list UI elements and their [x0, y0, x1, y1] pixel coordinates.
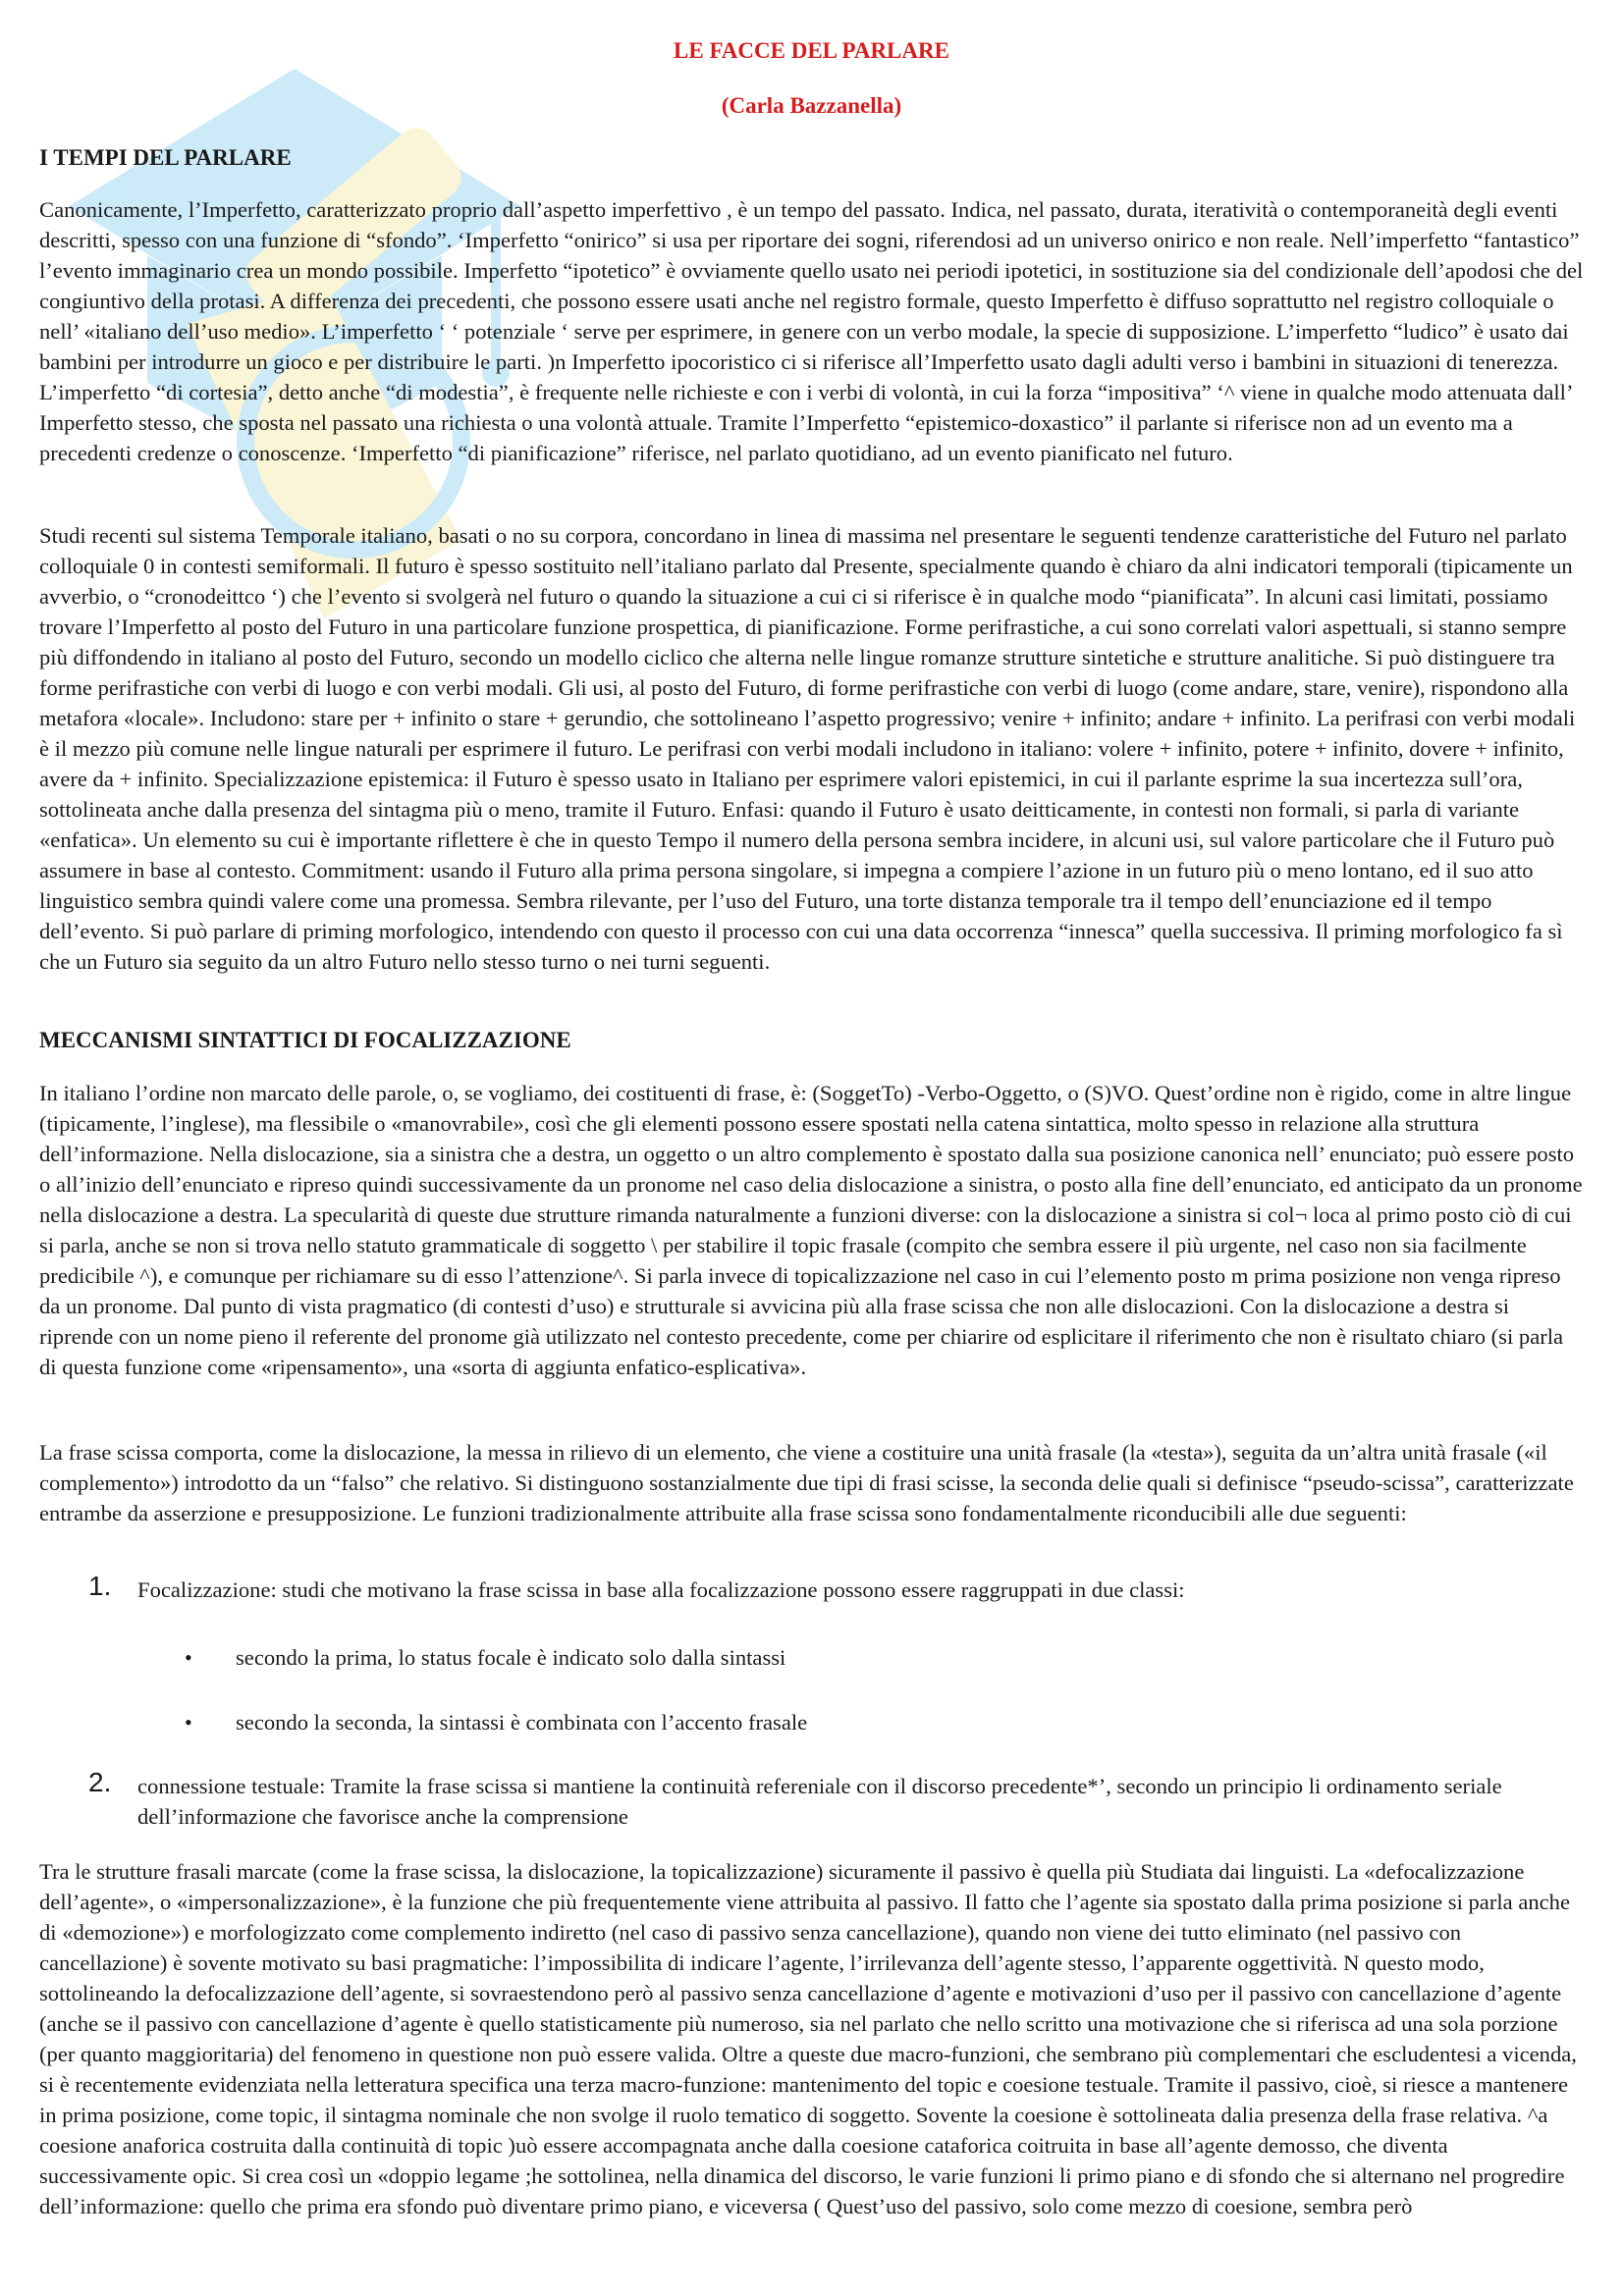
bullet-icon: •	[185, 1710, 192, 1735]
bullet-icon: •	[185, 1645, 192, 1670]
paragraph-passivo: Tra le strutture frasali marcate (come la frase scissa, la dislocazione, la topicalizzazione) sicuramente il passivo è quella più Studiata dai linguisti. La «defocalizzazione dell’agente», o «impersonalizzazione», è la funzione che più frequentemente viene attribuita al passivo. Il fatto che l’agente sia spostato dalla prima posizione si parla anche di «demozione») e morfologizzato come complemento indiretto (nel caso di passivo senza cancellazione), quando non viene dei tutto eliminato (nel passivo con cancellazione) è sovente motivato su basi pragmatiche: l’impossibilita di indicare l’agente, l’irrilevanza dell’agente stesso, l’apparente oggettività. N questo modo, sottolineando la defocalizzazione dell’agente, si sovraestendono però al passivo senza cancellazione d’agente e motivazioni d’uso per il passivo con cancellazione d’agente (anche se il passivo con cancellazione d’agente è quello statisticamente più numeroso, sia nel parlato che nello scritto una motivazione che si riferisca ad una sola porzione (per quanto maggioritaria) del fenomeno in questione non può essere valida. Oltre a queste due macro-funzioni, che sembrano più complementari che escludentesi a vicenda, si è recentemente evidenziata nella letteratura specifica una terza macro-funzione: mantenimento del topic e coesione testuale. Tramite il passivo, cioè, si riesce a mantenere in prima posizione, come topic, il sintagma nominale che non svolge il ruolo tematico di soggetto. Sovente la coesione è sottolineata dalia presenza della frase relativa. ^a coesione anaforica costruita dalla continuità di topic )uò essere accompagnata anche dalla coesione cataforica coitruita in base all’agente demosso, che diventa successivamente opic. Si crea così un «doppio legame ;he sottolinea, nella dinamica del discorso, le varie funzioni li primo piano e di sfondo che si alternano nel progredire dell’informazione: quello che prima era sfondo può diventare primo piano, e viceversa ( Quest’uso del passivo, solo come mezzo di coesione, sembra però	[39, 1859, 1577, 2218]
document-author: (Carla Bazzanella)	[721, 93, 902, 118]
paragraph-dislocazione: In italiano l’ordine non marcato delle parole, o, se vogliamo, dei costituenti di frase, è: (SoggetTo) -Verbo-Oggetto, o (S)VO. Quest’ordine non è rigido, come in altre lingue (tipicamente, l’inglese), ma flessibile o «manovrabile», così che gli elementi possono essere spostati nella catena sintattica, molto spesso in relazione alla struttura dell’informazione. Nella dislocazione, sia a sinistra che a destra, un oggetto o un altro complemento è spostato dalla sua posizione canonica nell’ enunciato; può essere posto o all’inizio dell’enunciato e ripreso quindi successivamente da un pronome nel caso delia dislocazione a sinistra, o posto alla fine dell’enunciato, ed anticipato da un pronome nella dislocazione a destra. La specularità di queste due strutture rimanda naturalmente a funzioni diverse: con la dislocazione a sinistra si col¬ loca al primo posto ciò di cui si parla, anche se non si trova nello statuto grammaticale di soggetto \ per stabilire il topic frasale (compito che sembra essere il più urgente, nel caso non sia facilmente predicibile ^), e comunque per richiamare su di esso l’attenzione^. Si parla invece di topicalizzazione nel caso in cui l’elemento posto m prima posizione non venga ripreso da un pronome. Dal punto di vista pragmatico (di contesti d’uso) e strutturale si avvicina più alla frase scissa che non alle dislocazioni. Con la dislocazione a destra si riprende con un nome pieno il referente del pronome già utilizzato nel contesto precedente, come per chiarire od esplicitare il riferimento che non è risultato chiaro (si parla di questa funzione come «ripensamento», una «sorta di aggiunta enfatico-esplicativa».	[39, 1081, 1583, 1379]
list-number: 1.	[88, 1571, 112, 1601]
bullet-text: secondo la prima, lo status focale è indicato solo dalla sintassi	[236, 1645, 786, 1670]
bullet-text: secondo la seconda, la sintassi è combinata con l’accento frasale	[236, 1710, 808, 1735]
list-item-text: connessione testuale: Tramite la frase scissa si mantiene la continuità refereniale con il discorso precedente*’, secondo un principio li ordinamento seriale dell’informazione che favorisce anche la comprensione	[137, 1774, 1502, 1829]
paragraph-futuro: Studi recenti sul sistema Temporale italiano, basati o no su corpora, concordano in linea di massima nel presentare le seguenti tendenze caratteristiche del Futuro nel parlato colloquiale 0 in contesti semiformali. Il futuro è spesso sostituito nell’italiano parlato dal Presente, specialmente quando è chiaro da alni indicatori temporali (tipicamente un avverbio, o “cronodeittco ‘) che l’evento si svolgerà nel futuro o quando la situazione a cui ci si riferisce è in qualche modo “pianificata”. In alcuni casi limitati, possiamo trovare l’Imperfetto al posto del Futuro in una particolare funzione prospettica, di pianificazione. Forme perifrastiche, a cui sono correlati valori aspettuali, si stanno sempre più diffondendo in italiano al posto del Futuro, secondo un modello ciclico che alterna nelle lingue romanze strutture sintetiche e strutture analitiche. Si può distinguere tra forme perifrastiche con verbi di luogo e con verbi modali. Gli usi, al posto del Futuro, di forme perifrastiche con verbi di luogo (come andare, stare, venire), rispondono alla metafora «locale». Includono: stare per + infinito o stare + gerundio, che sottolineano l’aspetto progressivo; venire + infinito; andare + infinito. La perifrasi con verbi modali è il mezzo più comune nelle lingue naturali per esprimere il futuro. Le perifrasi con verbi modali includono in italiano: volere + infinito, potere + infinito, dovere + infinito, avere da + infinito. Specializzazione epistemica: il Futuro è spesso usato in Italiano per esprimere valori epistemici, in cui il parlante esprime la sua incertezza sull’ora, sottolineata anche dalla presenza del sintagma più o meno, tramite il Futuro. Enfasi: quando il Futuro è usato deitticamente, in contesti non formali, si parla di variante «enfatica». Un elemento su cui è importante riflettere è che in questo Tempo il numero della persona sembra incidere, in alcuni usi, sul valore particolare che il Futuro può assumere in base al contesto. Commitment: usando il Futuro alla prima persona singolare, si impegna a compiere l’azione in un futuro più o meno lontano, ed il suo atto linguistico sembra quindi valere come una promessa. Sembra rilevante, per l’uso del Futuro, una torte distanza temporale tra il tempo dell’enunciazione ed il tempo dell’evento. Si può parlare di priming morfologico, intendendo con questo il processo con cui una data occorrenza “innesca” quella successiva. Il priming morfologico fa sì che un Futuro sia seguito da un altro Futuro nello stesso turno o nei turni seguenti.	[39, 523, 1576, 974]
section-heading-tempi: I TEMPI DEL PARLARE	[39, 145, 292, 170]
paragraph-imperfetto: Canonicamente, l’Imperfetto, caratterizzato proprio dall’aspetto imperfettivo , è un tempo del passato. Indica, nel passato, durata, iteratività o contemporaneità degli eventi descritti, spesso con una funzione di “sfondo”. ‘Imperfetto “onirico” si usa per riportare dei sogni, riferendosi ad un universo onirico e non reale. Nell’imperfetto “fantastico” l’evento immaginario crea un mondo possibile. Imperfetto “ipotetico” è ovviamente quello usato nei periodi ipotetici, in sostituzione sia del condizionale dell’apodosi che del congiuntivo della protasi. A differenza dei precedenti, che possono essere usati anche nel registro formale, questo Imperfetto è diffuso soprattutto nel registro colloquiale o nell’ «italiano dell’uso medio». L’imperfetto ‘ ‘ potenziale ‘ serve per esprimere, in genere con un verbo modale, la specie di supposizione. L’imperfetto “ludico” è usato dai bambini per introdurre un gioco e per distribuire le parti. )n Imperfetto ipocoristico ci si riferisce all’Imperfetto usato dagli adulti verso i bambini in situazioni di tenerezza. L’imperfetto “di cortesia”, detto anche “di modestia”, è frequente nelle richieste e con i verbi di volontà, in cui la forza “impositiva” ‘^ viene in qualche modo attenuata dall’ Imperfetto stesso, che sposta nel passato una richiesta o una volontà attuale. Tramite l’Imperfetto “epistemico-doxastico” il parlante si riferisce non ad un evento ma a precedenti credenze o conoscenze. ‘Imperfetto “di pianificazione” riferisce, nel parlato quotidiano, ad un evento pianificato nel futuro.	[39, 197, 1584, 465]
bullet-item	[39, 1707, 1584, 1746]
list-item	[39, 1767, 1584, 1840]
section-heading-focalizzazione: MECCANISMI SINTATTICI DI FOCALIZZAZIONE	[39, 1028, 571, 1052]
list-item	[39, 1571, 1584, 1614]
list-number: 2.	[88, 1767, 112, 1797]
list-item-text: Focalizzazione: studi che motivano la frase scissa in base alla focalizzazione possono essere raggruppati in due classi:	[137, 1577, 1185, 1602]
document-title: LE FACCE DEL PARLARE	[674, 38, 949, 63]
bullet-item	[39, 1642, 1584, 1682]
paragraph-frase-scissa: La frase scissa comporta, come la dislocazione, la messa in rilievo di un elemento, che viene a costituire una unità frasale (la «testa»), seguita da un’altra unità frasale («il complemento») introdotto da un “falso” che relativo. Si distinguono sostanzialmente due tipi di frasi scisse, la seconda delie quali si definisce “pseudo-scissa”, caratterizzate entrambe da asserzione e presupposizione. Le funzioni tradizionalmente attribuite alla frase scissa sono fondamentalmente riconducibili alle due seguenti:	[39, 1440, 1574, 1525]
